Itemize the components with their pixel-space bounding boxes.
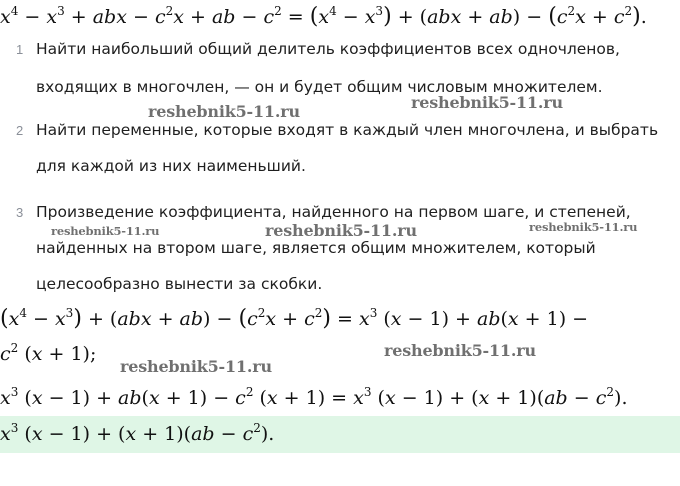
step-text-line: Произведение коэффициента, найденного на первом шаге, и степеней, [36,203,631,221]
watermark: reshebnik5-11.ru [265,221,417,240]
equation-grouping-line-1: $(x^4 - x^3) + (abx + ab) - (c^2x + c^2) = x^3$ (x − 1) + ab(x + 1) − [0,306,589,331]
step-number: 3 [16,205,24,220]
step-text-line: для каждой из них наименьший. [36,157,306,175]
answer-equation: $x^3$ $(x - 1) + (x + 1)(ab - c^2)$. [0,421,275,445]
step-text-line: целесообразно вынести за скобки. [36,275,323,293]
watermark: reshebnik5-11.ru [411,93,563,112]
equation-factor: $x^3$ $(x - 1) + ab(x + 1) - c^2$ $(x + 1) = x^3$ $(x - 1) + (x + 1)(ab - c^2)$. [0,385,628,409]
equation-grouping-line-2: $c^2$ (x + 1); [0,341,97,365]
step-number: 1 [16,42,24,57]
watermark: reshebnik5-11.ru [148,102,300,121]
step-text-line: Найти переменные, которые входят в каждый член многочлена, и выбрать [36,121,659,139]
watermark: reshebnik5-11.ru [384,341,536,360]
equation-top: $x^4 - x^3$ + abx − $c^2x$ + ab − $c^2 = (x^4 - x^3) + (abx + ab) - (c^2x + c^2)$. [0,4,647,29]
watermark: reshebnik5-11.ru [120,357,272,376]
step-text-line: Найти наибольший общий делитель коэффициентов всех одночленов, [36,40,620,58]
watermark: reshebnik5-11.ru [529,220,638,234]
step-number: 2 [16,123,24,138]
watermark: reshebnik5-11.ru [51,224,160,238]
step-text-line: входящих в многочлен, — он и будет общим числовым множителем. [36,78,603,96]
step-text-line: найденных на втором шаге, является общим множителем, который [36,239,596,257]
